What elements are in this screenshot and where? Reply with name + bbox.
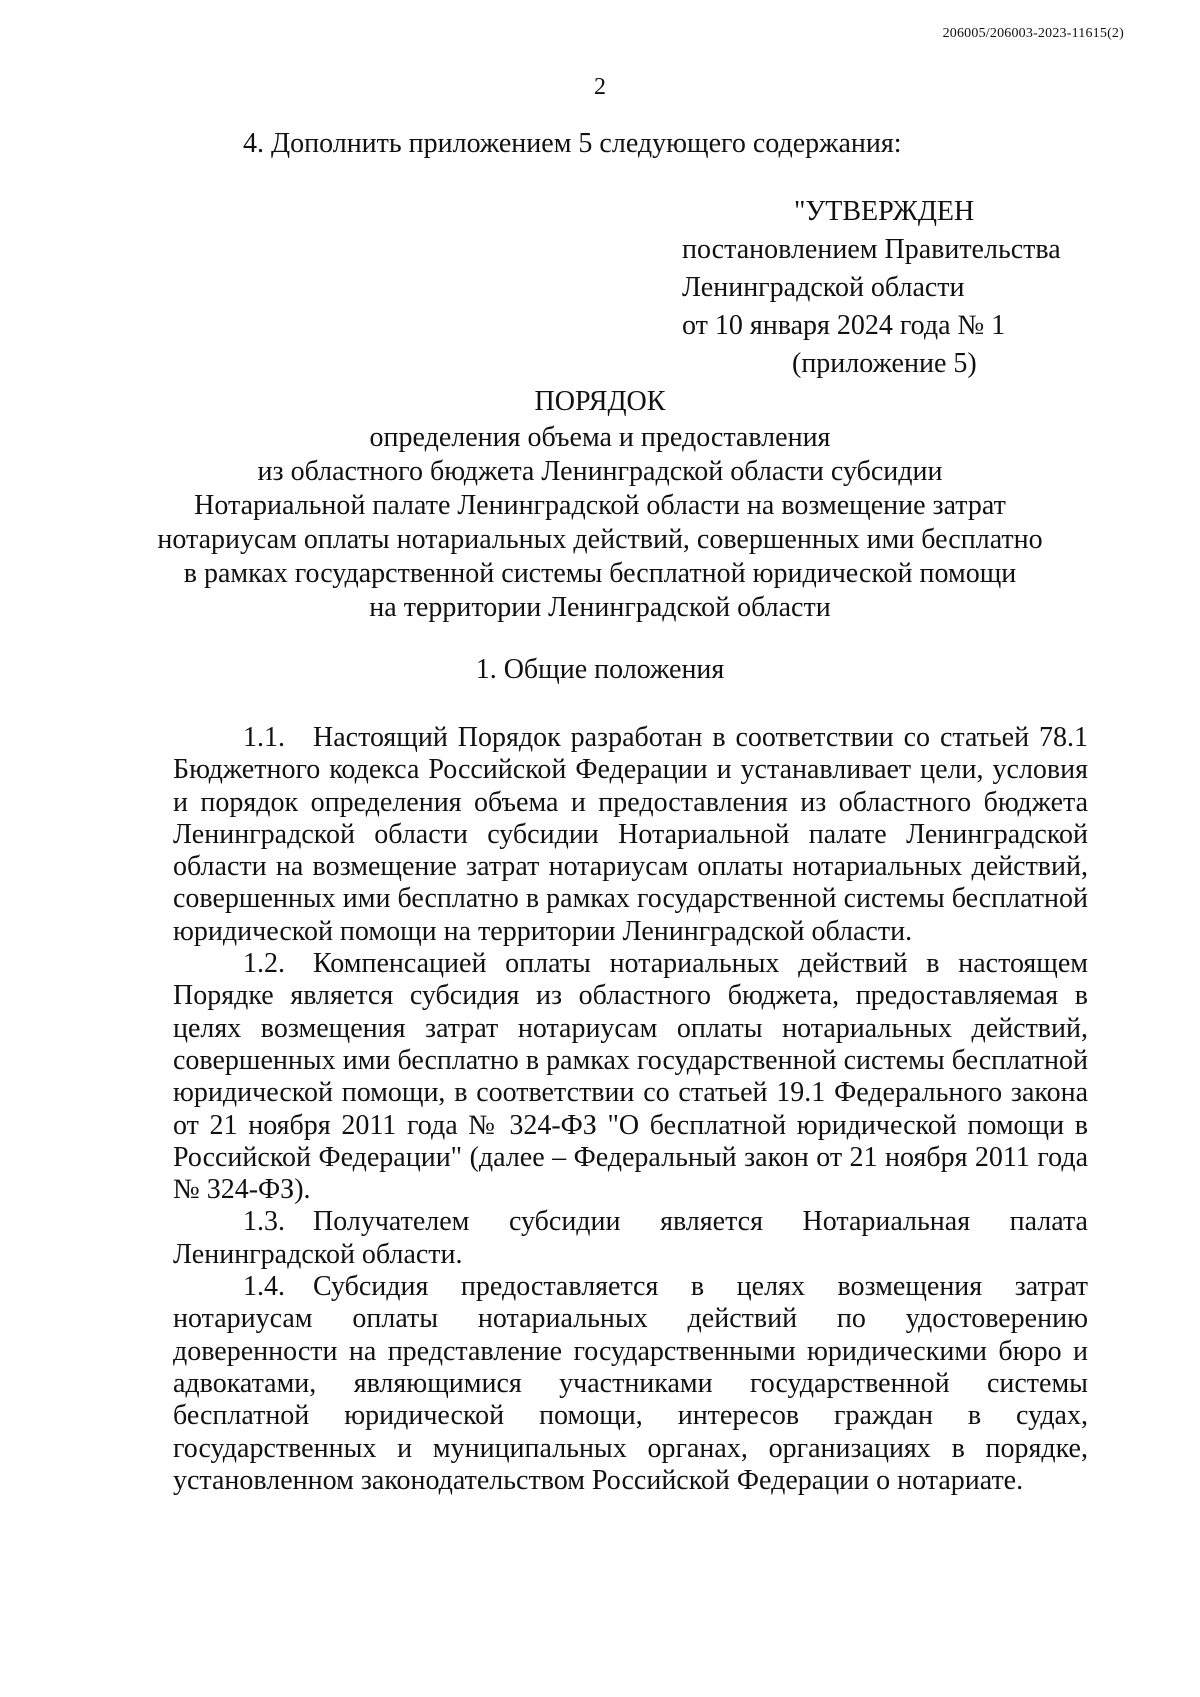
approval-line: (приложение 5) — [792, 348, 977, 379]
paragraph-text: Субсидия предоставляется в целях возмещения затрат нотариусам оплаты нотариальных действий по удостоверению доверенности на представление государственными юридическими бюро и адвокатами, являющимися участниками государственной системы бесплатной юридической помощи, интересов граждан в судах, государственных и муниципальных органах, организациях в порядке, установленном законодательством Российской Федерации о нотариате. — [173, 1271, 1088, 1496]
approval-line: Ленинградской области — [682, 272, 965, 303]
document-title: ПОРЯДОК — [534, 386, 666, 417]
paragraph — [173, 722, 1088, 948]
paragraph-number: 1.3. — [243, 1206, 285, 1238]
subtitle-line: из областного бюджета Ленинградской области субсидии — [257, 456, 943, 487]
subtitle-line: определения объема и предоставления — [369, 422, 831, 453]
paragraph-text: Компенсацией оплаты нотариальных действий в настоящем Порядке является субсидия из областного бюджета, предоставляемая в целях возмещения затрат нотариусам оплаты нотариальных действий, совершенных ими бесплатно в рамках государственной системы бесплатной юридической помощи, в соответствии со статьей 19.1 Федерального закона от 21 ноября 2011 года № 324-ФЗ "О бесплатной юридической помощи в Российской Федерации" (далее – Федеральный закон от 21 ноября 2011 года № 324-ФЗ). — [173, 948, 1088, 1206]
paragraph-number: 1.4. — [243, 1271, 285, 1303]
paragraph — [173, 948, 1088, 1206]
document-subtitle — [0, 421, 1200, 625]
approval-line: от 10 января 2024 года № 1 — [682, 310, 1006, 341]
approval-line: "УТВЕРЖДЕН — [794, 196, 975, 227]
paragraph — [173, 1206, 1088, 1271]
document-registration-number: 206005/206003-2023-11615(2) — [942, 26, 1124, 41]
amendment-line: 4. Дополнить приложением 5 следующего содержания: — [243, 128, 902, 159]
subtitle-line: на территории Ленинградской области — [369, 592, 831, 623]
document-body — [173, 722, 1088, 1497]
section-heading: 1. Общие положения — [475, 654, 725, 685]
paragraph-text: Получателем субсидии является Нотариальная палата Ленинградской области. — [173, 1206, 1088, 1270]
approval-line: постановлением Правительства — [682, 234, 1061, 265]
paragraph — [173, 1271, 1088, 1497]
paragraph-number: 1.2. — [243, 948, 285, 980]
subtitle-line: Нотариальной палате Ленинградской области на возмещение затрат — [194, 490, 1006, 521]
approval-stamp-block — [682, 193, 1061, 383]
page-number: 2 — [594, 74, 606, 100]
subtitle-line: в рамках государственной системы бесплатной юридической помощи — [183, 558, 1017, 589]
subtitle-line: нотариусам оплаты нотариальных действий, совершенных ими бесплатно — [157, 524, 1043, 555]
paragraph-text: Настоящий Порядок разработан в соответствии со статьей 78.1 Бюджетного кодекса Российской Федерации и устанавливает цели, условия и порядок определения объема и предоставления из областного бюджета Ленинградской области субсидии Нотариальной палате Ленинградской области на возмещение затрат нотариусам оплаты нотариальных действий, совершенных ими бесплатно в рамках государственной системы бесплатной юридической помощи на территории Ленинградской области. — [173, 722, 1088, 947]
paragraph-number: 1.1. — [243, 722, 285, 753]
